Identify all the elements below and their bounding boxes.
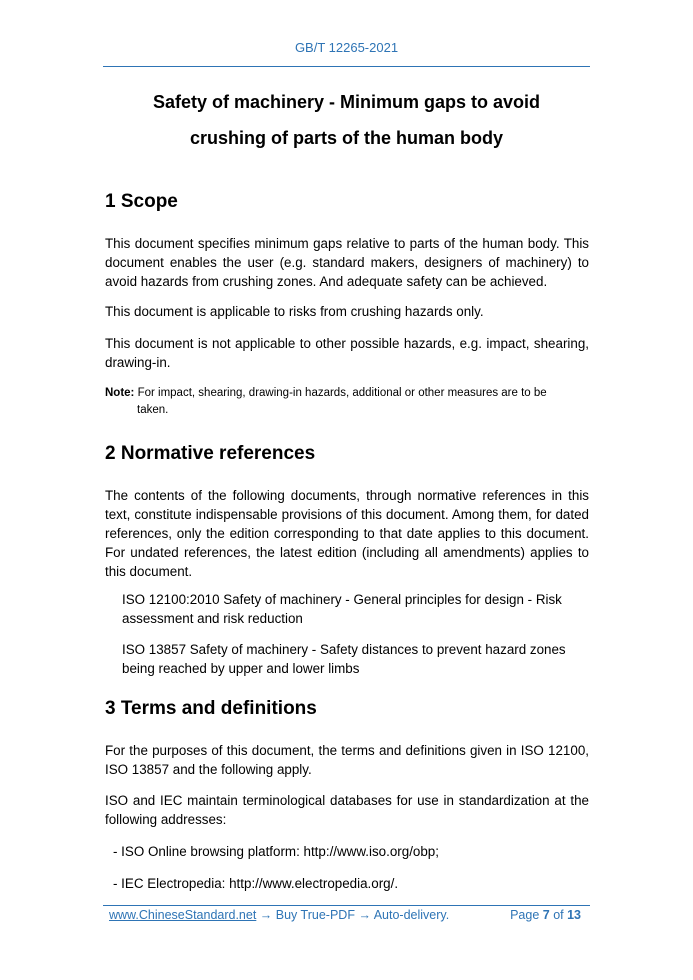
note-label: Note:	[105, 387, 135, 399]
section-heading-normative-references: 2 Normative references	[105, 443, 316, 464]
header-standard-code: GB/T 12265-2021	[294, 40, 399, 55]
header-divider	[103, 66, 590, 67]
scope-paragraph-2: This document is applicable to risks from crushing hazards only.	[105, 304, 484, 319]
of-label: of	[549, 908, 568, 922]
footer-buy-text: Buy True-PDF	[272, 908, 359, 922]
scope-paragraph-3: This document is not applicable to other possible hazards, e.g. impact, shearing, drawing-in.	[105, 336, 589, 370]
footer-divider	[103, 905, 590, 906]
page-number	[510, 908, 581, 922]
document-title-line-2: crushing of parts of the human body	[189, 128, 503, 148]
page-total: 13	[567, 908, 581, 922]
page-footer	[109, 908, 584, 922]
section-heading-scope: 1 Scope	[105, 191, 178, 212]
scope-paragraph-1: This document specifies minimum gaps relative to parts of the human body. This document enables the user (e.g. standard makers, designers of machinery) to avoid hazards from crushing zones. And adequate safety can be achieved.	[105, 236, 589, 289]
terms-database-item: - IEC Electropedia: http://www.electropedia.org/.	[113, 876, 399, 891]
section-heading-terms-definitions: 3 Terms and definitions	[105, 698, 317, 719]
page-current: 7	[542, 908, 550, 922]
arrow-icon: →	[358, 908, 371, 922]
page-label: Page	[510, 908, 543, 922]
terms-paragraph-2: ISO and IEC maintain terminological databases for use in standardization at the following addresses:	[105, 793, 589, 827]
normative-paragraph-1: The contents of the following documents, through normative references in this text, constitute indispensable provisions of this document. Among them, for dated references, only the edition corresponding to that date applies to this document. For undated references, the latest edition (including all amendments) applies to this document.	[105, 488, 589, 579]
scope-note	[105, 385, 591, 419]
arrow-icon: →	[259, 908, 273, 922]
footer-delivery-text: Auto-delivery.	[370, 908, 450, 922]
normative-reference-item: ISO 12100:2010 Safety of machinery - General principles for design - Risk assessment and risk reduction	[122, 592, 562, 626]
document-title-line-1: Safety of machinery - Minimum gaps to avoid	[152, 92, 541, 112]
terms-database-item: - ISO Online browsing platform: http://www.iso.org/obp;	[113, 844, 439, 859]
footer-site-link[interactable]: www.ChineseStandard.net	[109, 908, 257, 922]
note-text-line-1: For impact, shearing, drawing-in hazards, additional or other measures are to be	[134, 387, 547, 399]
note-text-line-2: taken.	[137, 404, 169, 416]
normative-reference-item: ISO 13857 Safety of machinery - Safety distances to prevent hazard zones being reached by upper and lower limbs	[122, 642, 566, 676]
terms-paragraph-1: For the purposes of this document, the terms and definitions given in ISO 12100, ISO 13857 and the following apply.	[105, 743, 589, 777]
